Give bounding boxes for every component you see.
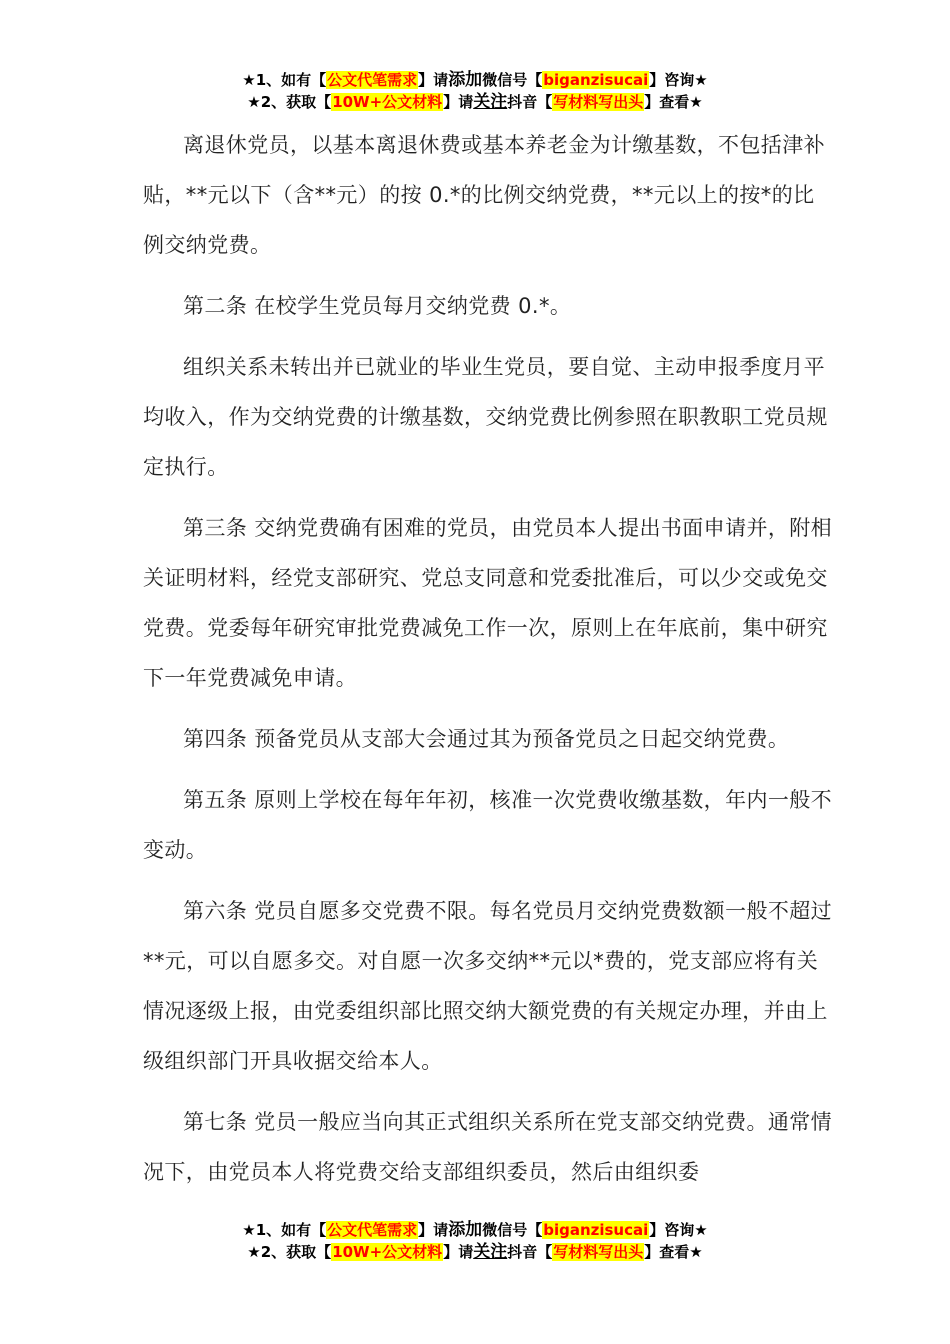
star-icon: ★ [242,1221,256,1239]
paragraph: 第六条 党员自愿多交党费不限。每名党员月交纳党费数额一般不超过**元，可以自愿多交。对自愿一次多交纳**元以*费的，党支部应将有关情况逐级上报，由党委组织部比照交纳大额党费的有关规定办理，并由上级组织部门开具收据交给本人。 [143,899,833,1073]
banner-highlight: 写材料写出头 [553,93,644,111]
banner-emphasis: 添加 [448,70,483,90]
banner-text: 】请 [418,1221,449,1239]
banner-highlight: 10W+公文材料 [332,1243,443,1261]
banner-text: 】咨询★ [649,1221,708,1239]
banner-text: 抖音【 [507,1243,553,1261]
paragraph: 第三条 交纳党费确有困难的党员，由党员本人提出书面申请并，附相关证明材料，经党支部研究、党总支同意和党委批准后，可以少交或免交党费。党委每年研究审批党费减免工作一次，原则上在年底前，集中研究下一年党费减免申请。 [143,516,833,690]
banner-text: 】请 [418,71,449,89]
paragraph: 组织关系未转出并已就业的毕业生党员，要自觉、主动申报季度月平均收入，作为交纳党费的计缴基数，交纳党费比例参照在职教职工党员规定执行。 [143,355,828,479]
banner-highlight: biganzisucai [543,71,649,89]
banner-text: 抖音【 [507,93,553,111]
star-icon: ★ [247,1243,261,1261]
banner-line-1 [0,69,950,91]
banner-text: 】查看★ [644,93,703,111]
paragraph: 第五条 原则上学校在每年年初，核准一次党费收缴基数，年内一般不变动。 [143,788,833,862]
banner-emphasis: 关注 [473,92,508,112]
banner-text: 】请 [443,93,474,111]
banner-text: 1、如有【 [255,71,327,89]
document-body [143,120,833,1208]
banner-text: 微信号【 [482,1221,543,1239]
banner-text: 2、获取【 [260,93,332,111]
banner-text: 】请 [443,1243,474,1261]
paragraph: 第二条 在校学生党员每月交纳党费 0.*。 [183,294,572,318]
star-icon: ★ [242,71,256,89]
banner-highlight: biganzisucai [543,1221,649,1239]
banner-line-2 [0,91,950,113]
header-banner [0,69,950,113]
banner-emphasis: 关注 [473,1242,508,1262]
banner-text: 】查看★ [644,1243,703,1261]
footer-banner [0,1219,950,1263]
paragraph: 第四条 预备党员从支部大会通过其为预备党员之日起交纳党费。 [183,727,790,751]
banner-text: 】咨询★ [649,71,708,89]
banner-highlight: 10W+公文材料 [332,93,443,111]
paragraph: 第七条 党员一般应当向其正式组织关系所在党支部交纳党费。通常情况下，由党员本人将党费交给支部组织委员，然后由组织委 [143,1110,833,1184]
banner-highlight: 公文代笔需求 [327,1221,418,1239]
banner-text: 1、如有【 [255,1221,327,1239]
paragraph: 离退休党员，以基本离退休费或基本养老金为计缴基数，不包括津补贴，**元以下（含**元）的按 0.*的比例交纳党费，**元以上的按*的比例交纳党费。 [143,133,825,257]
banner-text: 2、获取【 [260,1243,332,1261]
banner-highlight: 写材料写出头 [553,1243,644,1261]
banner-emphasis: 添加 [448,1220,483,1240]
star-icon: ★ [247,93,261,111]
banner-line-1 [0,1219,950,1241]
banner-text: 微信号【 [482,71,543,89]
banner-highlight: 公文代笔需求 [327,71,418,89]
banner-line-2 [0,1241,950,1263]
